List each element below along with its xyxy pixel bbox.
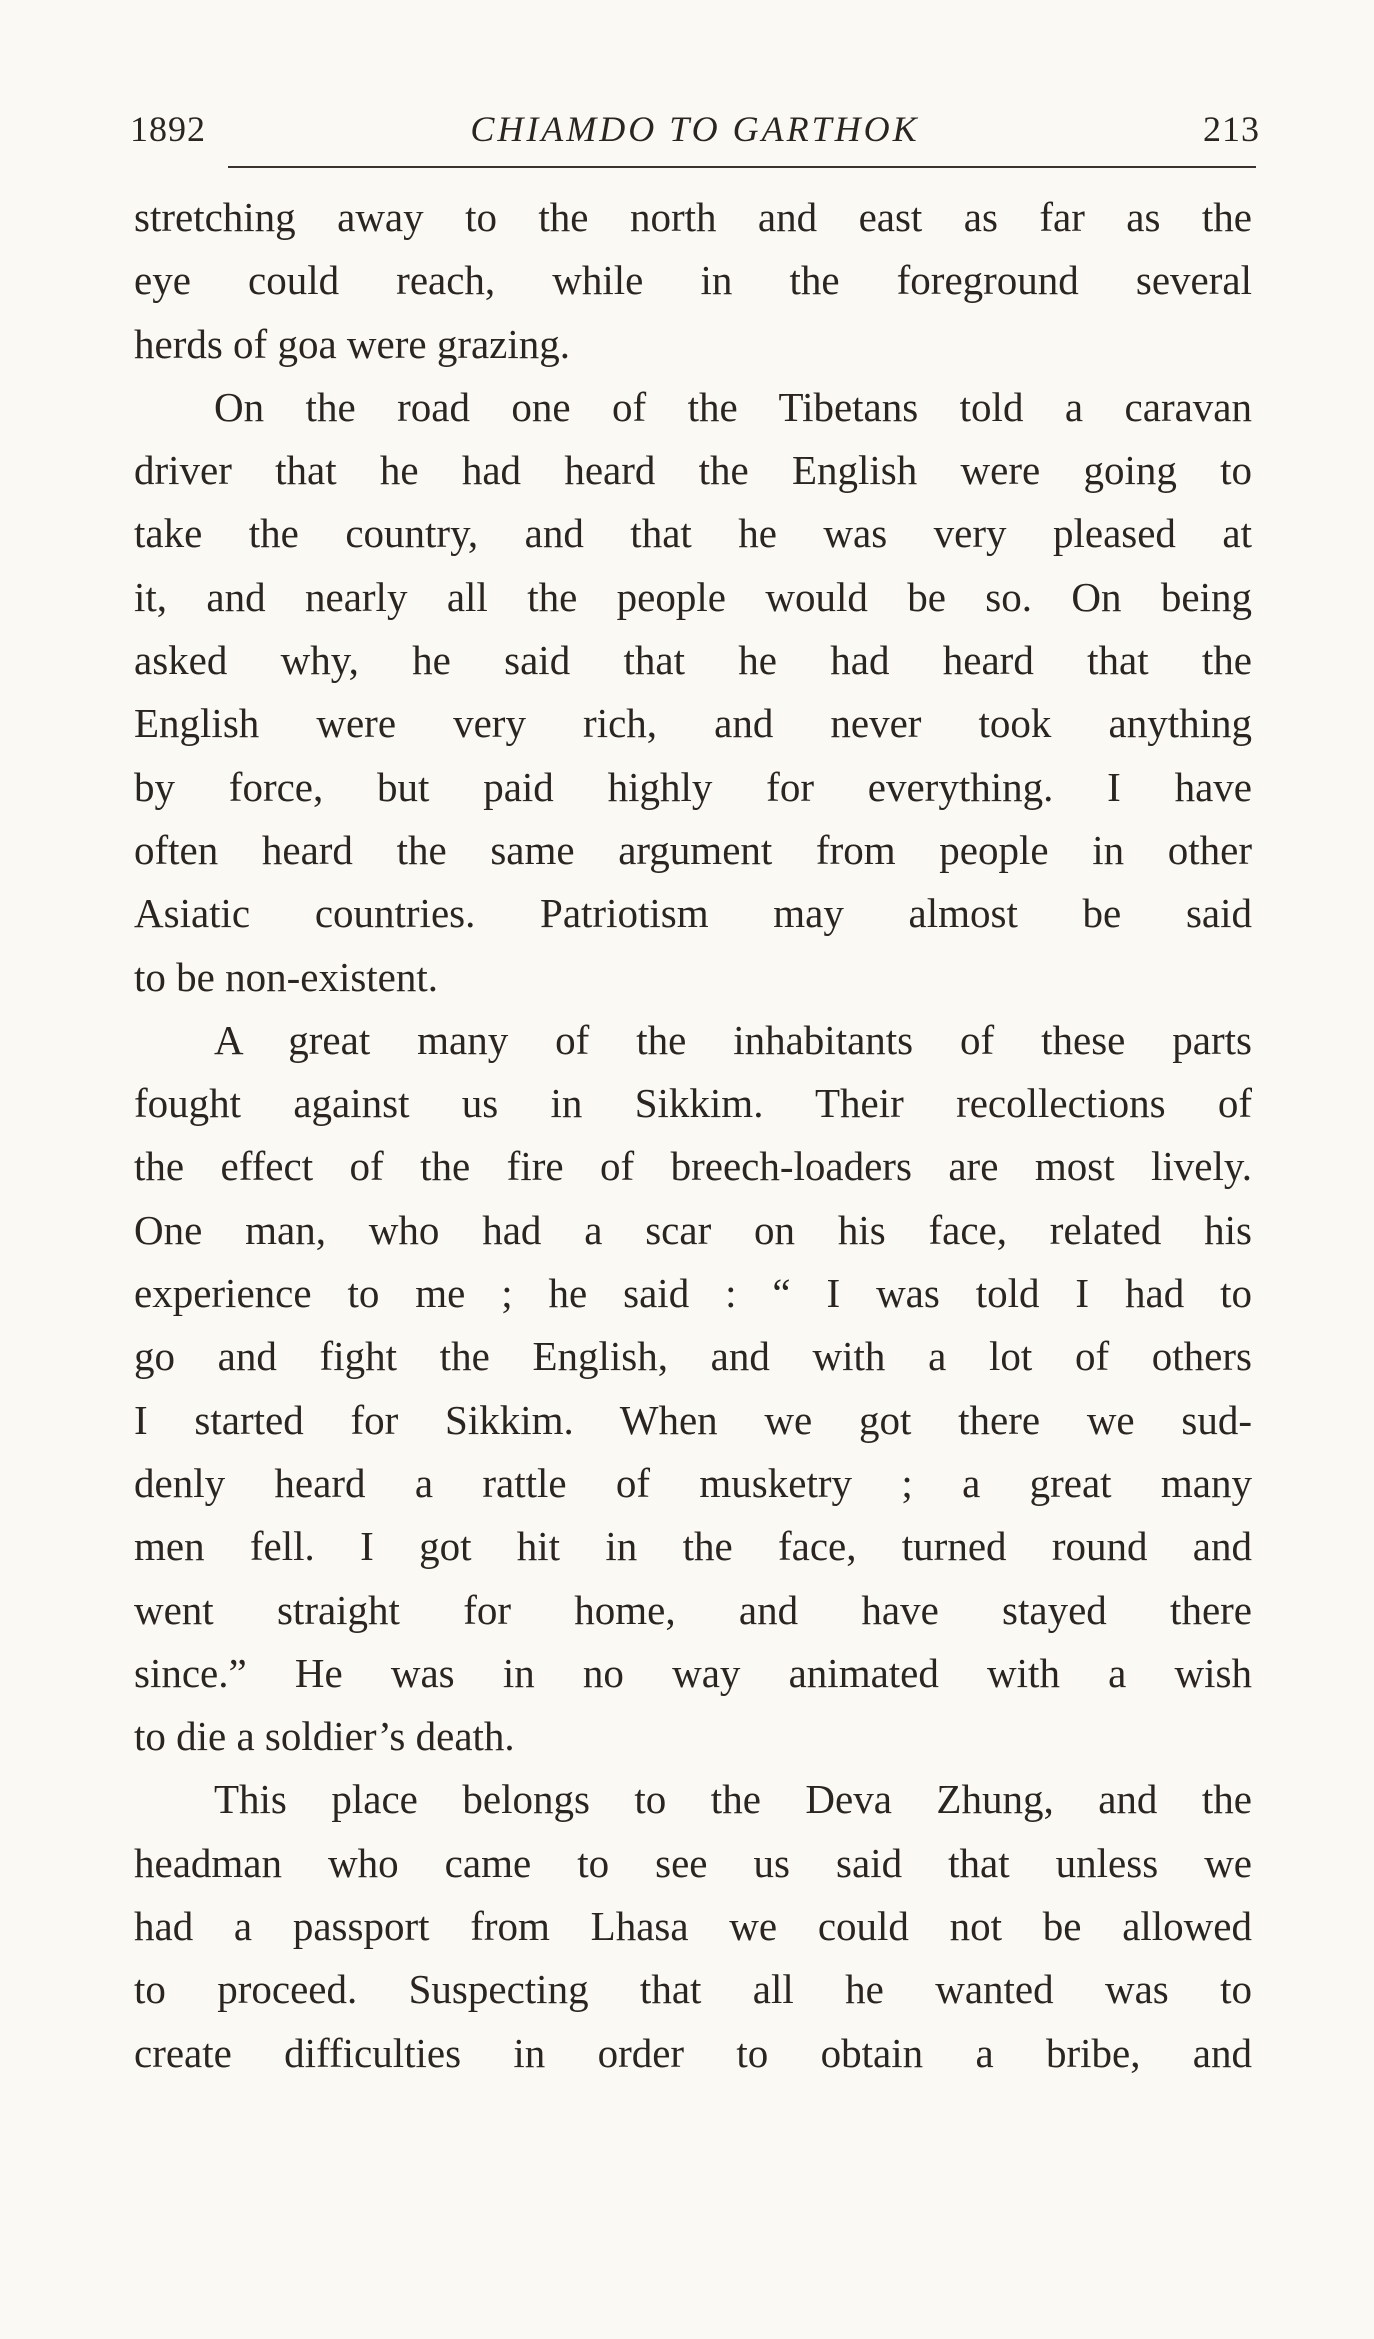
page-number: 213 xyxy=(1203,109,1260,149)
text-line: Asiatic countries. Patriotism may almost be said xyxy=(134,890,1252,937)
text-line: driver that he had heard the English were going to xyxy=(134,447,1252,494)
text-line: to proceed. Suspecting that all he wanted was to xyxy=(134,1966,1252,2013)
text-line: the effect of the fire of breech-loaders are most lively. xyxy=(134,1143,1252,1190)
text-line: men fell. I got hit in the face, turned round and xyxy=(134,1523,1252,1570)
text-line: went straight for home, and have stayed there xyxy=(134,1586,1252,1633)
header-rule xyxy=(228,166,1256,168)
paragraph-start-line: A great many of the inhabitants of these parts xyxy=(214,1016,1252,1063)
text-line: One man, who had a scar on his face, related his xyxy=(134,1206,1252,1253)
text-line: to die a soldier’s death. xyxy=(134,1713,515,1760)
text-line: asked why, he said that he had heard that the xyxy=(134,637,1252,684)
text-line: fought against us in Sikkim. Their recollections of xyxy=(134,1080,1252,1127)
paragraph-start-line: This place belongs to the Deva Zhung, and the xyxy=(214,1776,1252,1823)
text-line: had a passport from Lhasa we could not be allowed xyxy=(134,1903,1252,1950)
text-line: to be non-existent. xyxy=(134,953,439,1000)
running-head-year: 1892 xyxy=(130,109,206,149)
text-line: eye could reach, while in the foreground several xyxy=(134,257,1252,304)
text-line: stretching away to the north and east as far as the xyxy=(134,194,1252,240)
text-line: create difficulties in order to obtain a bribe, and xyxy=(134,2029,1252,2076)
text-line: it, and nearly all the people would be so. On being xyxy=(134,573,1252,620)
running-head-title: CHIAMDO TO GARTHOK xyxy=(470,109,920,149)
text-line: experience to me ; he said : “ I was told I had to xyxy=(134,1270,1252,1317)
body-text xyxy=(134,186,1252,2085)
text-line: headman who came to see us said that unless we xyxy=(134,1839,1252,1886)
text-line: take the country, and that he was very pleased at xyxy=(134,510,1252,557)
text-line: I started for Sikkim. When we got there we sud- xyxy=(134,1396,1252,1443)
text-line: English were very rich, and never took anything xyxy=(134,700,1252,747)
text-line: herds of goa were grazing. xyxy=(134,320,571,367)
text-line: often heard the same argument from people in other xyxy=(134,826,1252,873)
text-line: denly heard a rattle of musketry ; a great many xyxy=(134,1459,1252,1506)
running-head xyxy=(130,100,1260,160)
text-line: since.” He was in no way animated with a wish xyxy=(134,1649,1252,1696)
text-line: go and fight the English, and with a lot of others xyxy=(134,1333,1252,1380)
paragraph-start-line: On the road one of the Tibetans told a caravan xyxy=(214,383,1252,430)
text-line: by force, but paid highly for everything. I have xyxy=(134,763,1252,810)
